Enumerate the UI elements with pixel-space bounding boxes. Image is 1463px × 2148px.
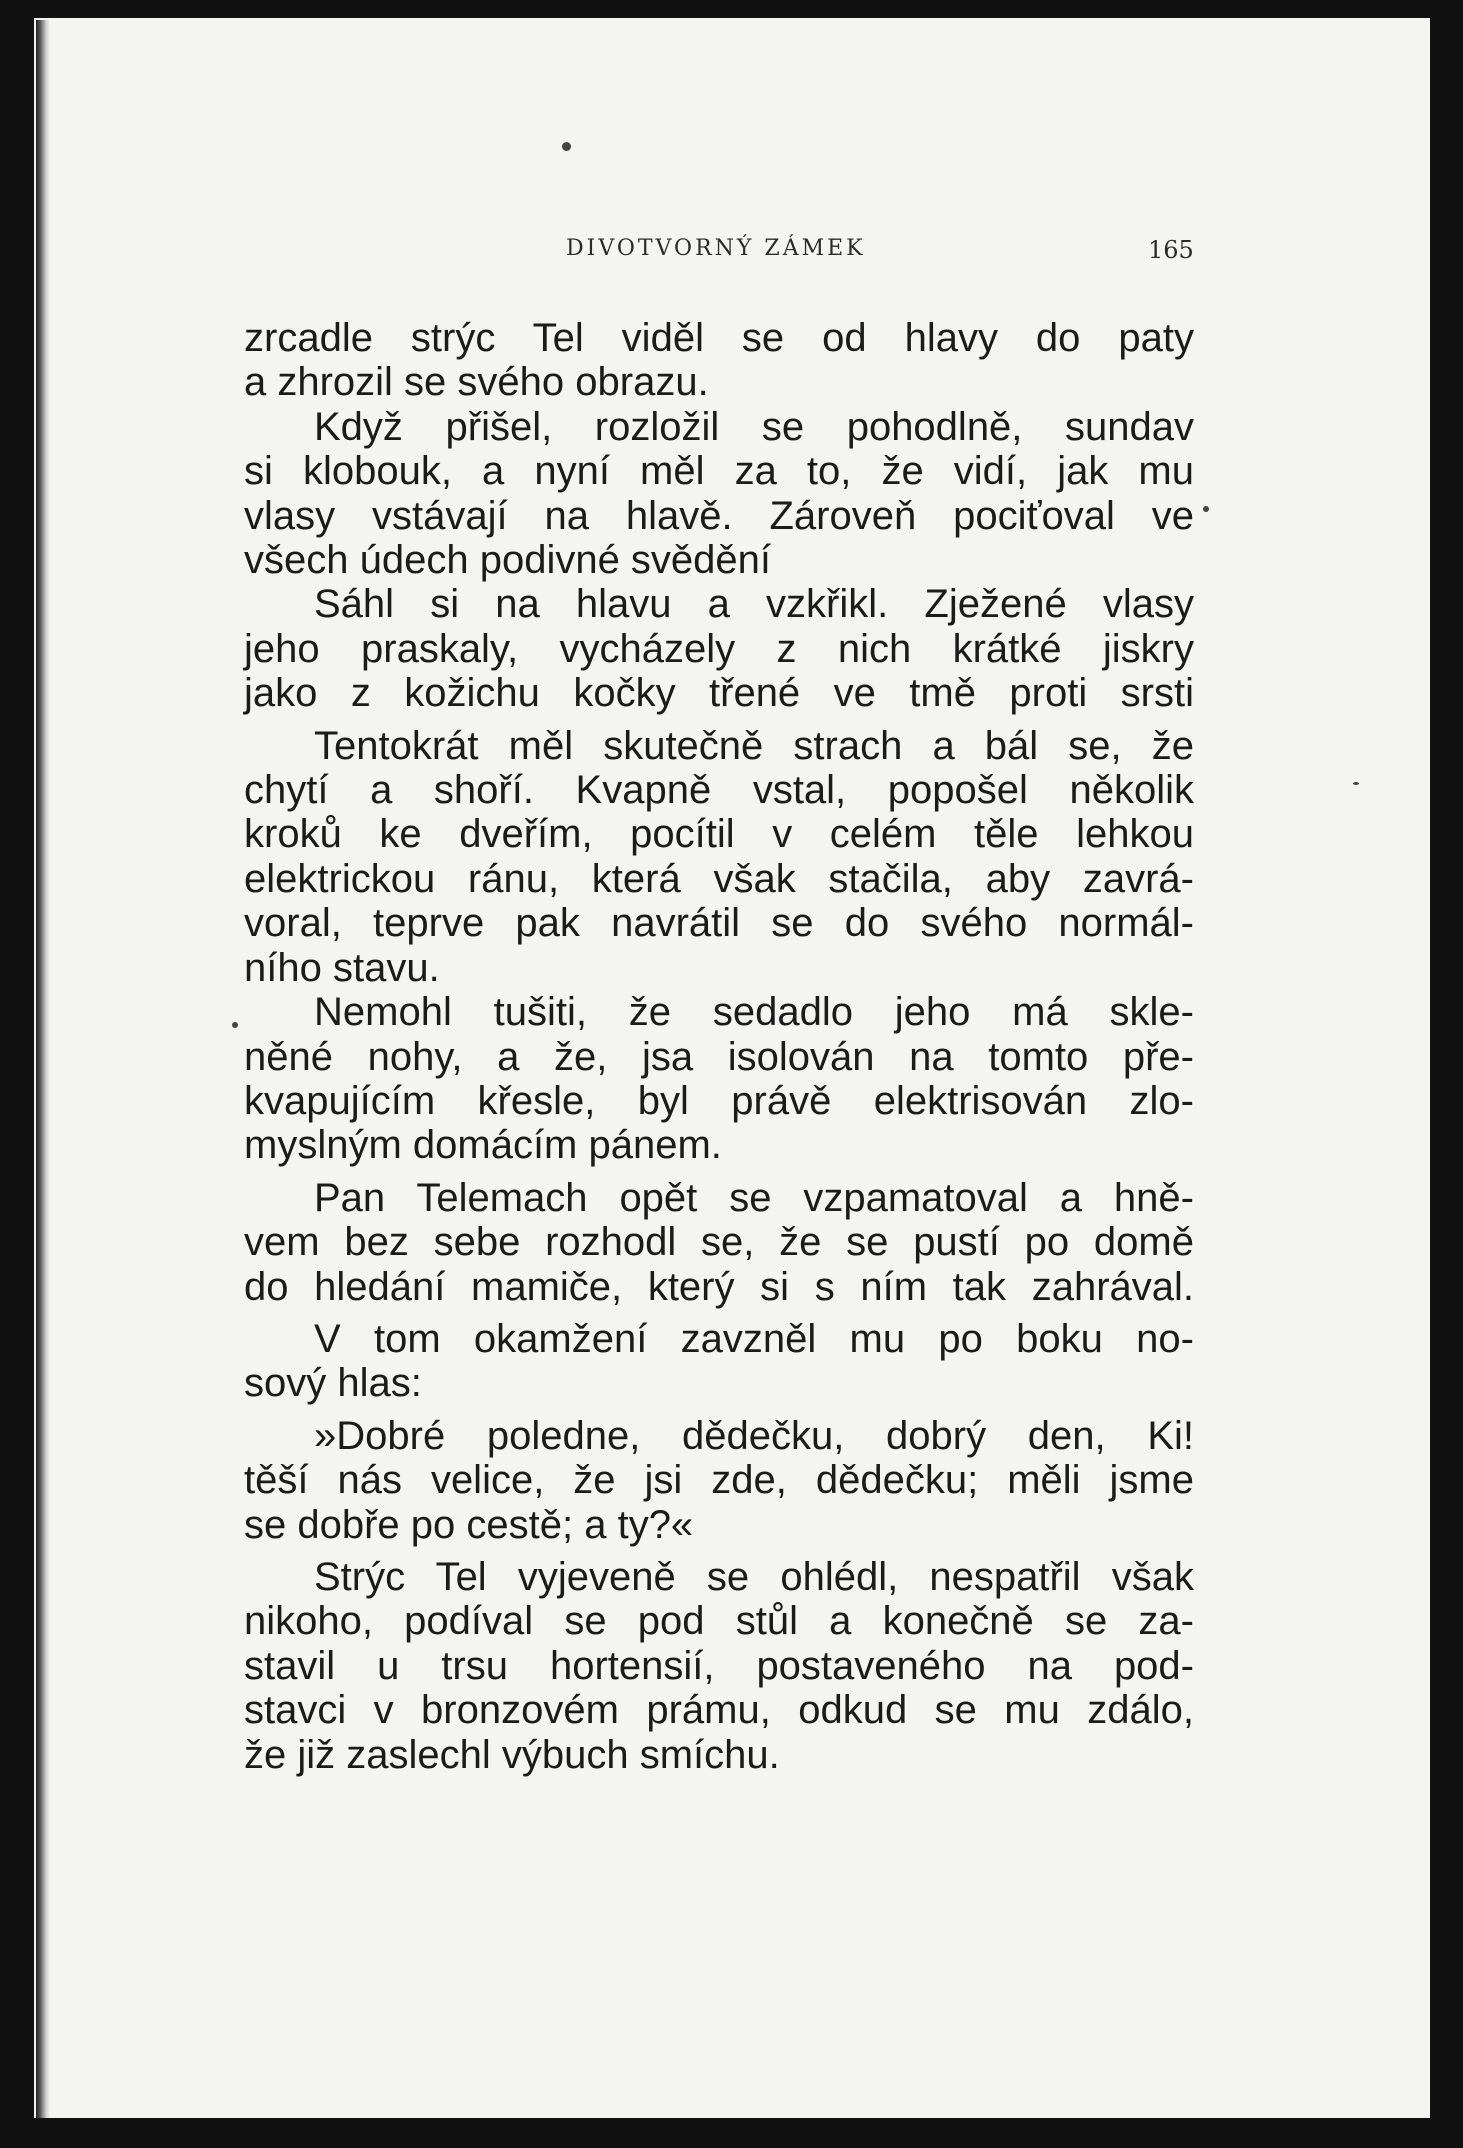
text-line: se dobře po cestě; a ty?«	[244, 1502, 694, 1547]
paragraph	[244, 1414, 1194, 1547]
scan-border-bottom	[0, 2118, 1463, 2148]
text-line: zrcadle strýc Tel viděl se od hlavy do paty	[244, 316, 1194, 360]
paragraph	[244, 316, 1194, 405]
text-line: všech údech podivné svědění	[244, 538, 772, 583]
body-text	[244, 316, 1194, 1777]
text-line: jeho praskaly, vycházely z nich krátké jiskry	[244, 626, 1194, 671]
scan-border-right	[1430, 0, 1463, 2148]
text-line: že již zaslechl výbuch smíchu.	[244, 1732, 780, 1777]
text-line: kroků ke dveřím, pocítil v celém těle lehkou	[244, 812, 1194, 857]
text-line: Sáhl si na hlavu a vzkřikl. Zježené vlasy	[314, 582, 1194, 627]
text-line: ního stavu.	[244, 945, 440, 990]
text-line: elektrickou ránu, která však stačila, aby zavrá-	[244, 856, 1194, 901]
ink-speck	[1353, 782, 1359, 785]
text-line: jako z kožichu kočky třené ve tmě proti srsti	[244, 671, 1194, 716]
text-line: stavci v bronzovém prámu, odkud se mu zdálo,	[244, 1688, 1194, 1733]
text-line: vlasy vstávají na hlavě. Zároveň pociťoval ve	[244, 493, 1194, 538]
paragraph	[244, 405, 1194, 583]
text-line: kvapujícím křesle, byl právě elektrisován zlo-	[244, 1078, 1194, 1123]
ink-speck	[562, 142, 571, 151]
text-line: sový hlas:	[244, 1361, 422, 1406]
text-line: do hledání mamiče, který si s ním tak zahrával.	[244, 1264, 1194, 1309]
text-line: myslným domácím pánem.	[244, 1123, 722, 1168]
text-line: Tentokrát měl skutečně strach a bál se, že	[314, 723, 1194, 768]
paragraph	[244, 724, 1194, 990]
text-line: vem bez sebe rozhodl se, že se pustí po domě	[244, 1220, 1194, 1265]
text-line: Pan Telemach opět se vzpamatoval a hně-	[314, 1175, 1194, 1220]
running-title: DIVOTVORNÝ ZÁMEK	[566, 236, 866, 261]
page-number: 165	[1148, 236, 1194, 264]
text-line: stavil u trsu hortensií, postaveného na pod-	[244, 1643, 1194, 1688]
text-line: Nemohl tušiti, že sedadlo jeho má skle-	[314, 990, 1194, 1035]
text-line: těší nás velice, že jsi zde, dědečku; měli jsme	[244, 1458, 1194, 1503]
text-line: voral, teprve pak navrátil se do svého normál-	[244, 901, 1194, 946]
text-line: si klobouk, a nyní měl za to, že vidí, jak mu	[244, 449, 1194, 494]
paragraph	[244, 1555, 1194, 1777]
text-line: V tom okamžení zavzněl mu po boku no-	[314, 1316, 1194, 1361]
paragraph	[244, 1176, 1194, 1309]
paragraph	[244, 582, 1194, 715]
text-line: a zhrozil se svého obrazu.	[244, 360, 709, 405]
ink-speck	[1203, 506, 1209, 512]
text-line: Když přišel, rozložil se pohodlně, sundav	[314, 404, 1194, 449]
binding-edge	[36, 20, 50, 2120]
text-line: chytí a shoří. Kvapně vstal, popošel několik	[244, 768, 1194, 813]
ink-speck	[232, 1022, 238, 1028]
paragraph	[244, 990, 1194, 1168]
paragraph	[244, 1317, 1194, 1406]
text-line: »Dobré poledne, dědečku, dobrý den, Ki!	[314, 1413, 1194, 1458]
text-line: Strýc Tel vyjeveně se ohlédl, nespatřil však	[314, 1554, 1194, 1599]
text-line: něné nohy, a že, jsa isolován na tomto pře-	[244, 1034, 1194, 1079]
text-line: nikoho, podíval se pod stůl a konečně se za-	[244, 1599, 1194, 1644]
